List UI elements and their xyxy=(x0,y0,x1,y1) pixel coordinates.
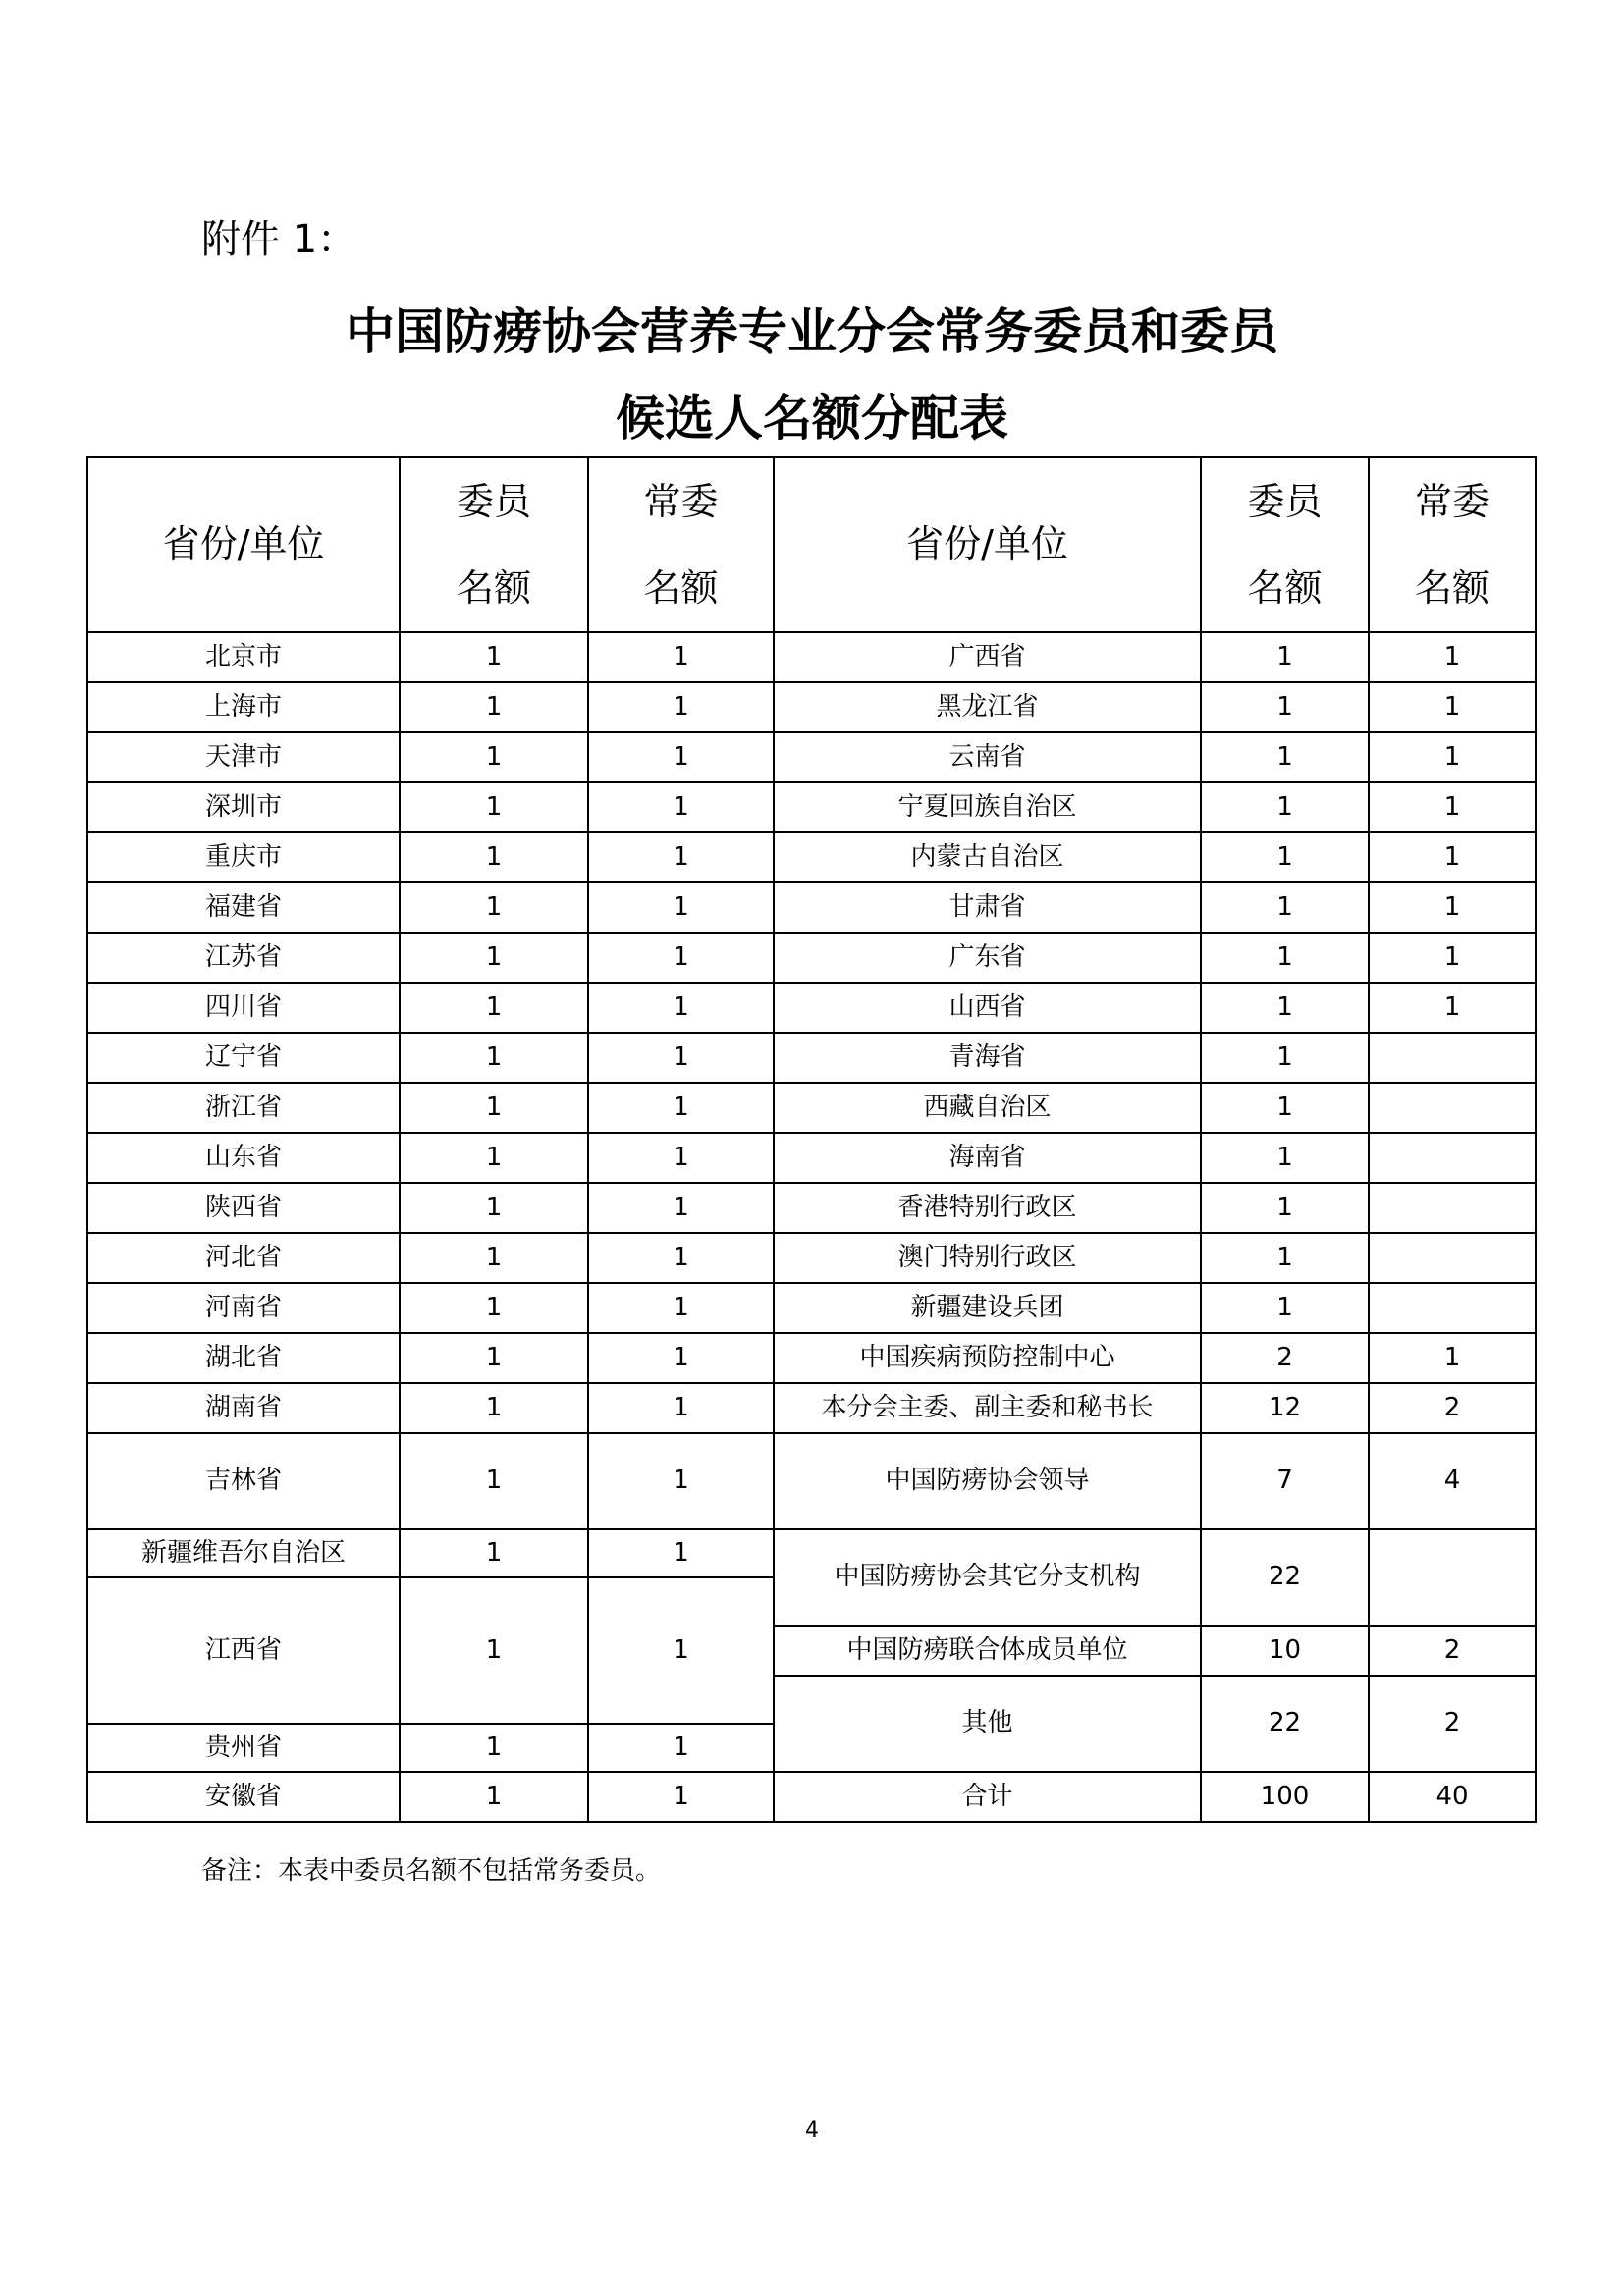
right-member-quota-cell: 1 xyxy=(1201,1183,1369,1233)
quota-table xyxy=(86,456,1537,1823)
right-standing-quota-cell: 1 xyxy=(1369,832,1536,882)
table-row xyxy=(87,832,1536,882)
left-standing-quota-cell: 1 xyxy=(588,1577,774,1724)
left-member-quota-cell: 1 xyxy=(400,1433,588,1529)
header-standing-quota-right xyxy=(1369,457,1536,632)
right-standing-quota-cell xyxy=(1369,1529,1536,1626)
left-unit-cell: 福建省 xyxy=(87,882,400,933)
right-unit-cell: 中国防痨协会其它分支机构 xyxy=(774,1529,1201,1626)
right-unit-cell: 黑龙江省 xyxy=(774,682,1201,732)
left-standing-quota-cell: 1 xyxy=(588,983,774,1033)
left-unit-cell: 吉林省 xyxy=(87,1433,400,1529)
table-row xyxy=(87,732,1536,782)
table-row xyxy=(87,882,1536,933)
left-standing-quota-cell: 1 xyxy=(588,933,774,983)
left-unit-cell: 山东省 xyxy=(87,1133,400,1183)
left-unit-cell: 新疆维吾尔自治区 xyxy=(87,1529,400,1577)
left-member-quota-cell: 1 xyxy=(400,632,588,682)
right-standing-quota-cell: 2 xyxy=(1369,1383,1536,1433)
left-member-quota-cell: 1 xyxy=(400,933,588,983)
page-number: 4 xyxy=(805,2118,819,2143)
right-member-quota-cell: 1 xyxy=(1201,882,1369,933)
right-member-quota-cell: 10 xyxy=(1201,1626,1369,1676)
right-unit-cell: 山西省 xyxy=(774,983,1201,1033)
right-unit-cell: 其他 xyxy=(774,1676,1201,1772)
right-unit-cell: 新疆建设兵团 xyxy=(774,1283,1201,1333)
right-unit-cell: 宁夏回族自治区 xyxy=(774,782,1201,832)
left-unit-cell: 北京市 xyxy=(87,632,400,682)
right-standing-quota-cell: 1 xyxy=(1369,782,1536,832)
right-unit-cell: 广西省 xyxy=(774,632,1201,682)
right-unit-cell: 甘肃省 xyxy=(774,882,1201,933)
left-unit-cell: 辽宁省 xyxy=(87,1033,400,1083)
header-member-line2: 名额 xyxy=(456,566,531,610)
table-row xyxy=(87,1433,1536,1529)
left-member-quota-cell: 1 xyxy=(400,832,588,882)
table-note: 备注：本表中委员名额不包括常务委员。 xyxy=(201,1856,662,1886)
right-unit-cell: 广东省 xyxy=(774,933,1201,983)
header-member-quota-right xyxy=(1201,457,1369,632)
table-row xyxy=(87,1529,1536,1577)
right-unit-cell: 澳门特别行政区 xyxy=(774,1233,1201,1283)
right-member-quota-cell: 1 xyxy=(1201,1083,1369,1133)
left-unit-cell: 四川省 xyxy=(87,983,400,1033)
right-standing-quota-cell xyxy=(1369,1133,1536,1183)
left-standing-quota-cell: 1 xyxy=(588,732,774,782)
left-member-quota-cell: 1 xyxy=(400,782,588,832)
header-unit-left: 省份/单位 xyxy=(87,457,400,632)
header-member-line1: 委员 xyxy=(456,480,531,523)
table-row xyxy=(87,1083,1536,1133)
table-row xyxy=(87,1133,1536,1183)
right-unit-cell: 本分会主委、副主委和秘书长 xyxy=(774,1383,1201,1433)
right-member-quota-cell: 1 xyxy=(1201,782,1369,832)
table-row xyxy=(87,632,1536,682)
left-member-quota-cell: 1 xyxy=(400,1577,588,1724)
header-unit-right: 省份/单位 xyxy=(774,457,1201,632)
left-unit-cell: 重庆市 xyxy=(87,832,400,882)
left-standing-quota-cell: 1 xyxy=(588,782,774,832)
left-standing-quota-cell: 1 xyxy=(588,682,774,732)
left-standing-quota-cell: 1 xyxy=(588,1283,774,1333)
right-unit-cell: 合计 xyxy=(774,1772,1201,1822)
left-member-quota-cell: 1 xyxy=(400,1529,588,1577)
left-standing-quota-cell: 1 xyxy=(588,832,774,882)
table-row xyxy=(87,933,1536,983)
right-member-quota-cell: 1 xyxy=(1201,682,1369,732)
left-unit-cell: 上海市 xyxy=(87,682,400,732)
left-unit-cell: 江西省 xyxy=(87,1577,400,1724)
left-standing-quota-cell: 1 xyxy=(588,1433,774,1529)
table-row xyxy=(87,1033,1536,1083)
table-row xyxy=(87,1183,1536,1233)
right-unit-cell: 中国防痨联合体成员单位 xyxy=(774,1626,1201,1676)
header-standing-line1: 常委 xyxy=(1414,480,1489,523)
right-standing-quota-cell: 2 xyxy=(1369,1676,1536,1772)
table-row xyxy=(87,1333,1536,1383)
table-row xyxy=(87,1283,1536,1333)
left-standing-quota-cell: 1 xyxy=(588,1083,774,1133)
left-unit-cell: 浙江省 xyxy=(87,1083,400,1133)
right-unit-cell: 海南省 xyxy=(774,1133,1201,1183)
table-row xyxy=(87,1383,1536,1433)
left-standing-quota-cell: 1 xyxy=(588,1183,774,1233)
right-standing-quota-cell xyxy=(1369,1083,1536,1133)
left-unit-cell: 湖北省 xyxy=(87,1333,400,1383)
left-member-quota-cell: 1 xyxy=(400,1283,588,1333)
right-standing-quota-cell: 1 xyxy=(1369,682,1536,732)
left-standing-quota-cell: 1 xyxy=(588,1233,774,1283)
document-title-line1: 中国防痨协会营养专业分会常务委员和委员 xyxy=(346,302,1278,360)
right-standing-quota-cell xyxy=(1369,1183,1536,1233)
right-unit-cell: 云南省 xyxy=(774,732,1201,782)
left-member-quota-cell: 1 xyxy=(400,1083,588,1133)
right-standing-quota-cell: 1 xyxy=(1369,632,1536,682)
left-member-quota-cell: 1 xyxy=(400,1033,588,1083)
right-standing-quota-cell xyxy=(1369,1233,1536,1283)
right-member-quota-cell: 22 xyxy=(1201,1529,1369,1626)
left-standing-quota-cell: 1 xyxy=(588,1333,774,1383)
right-unit-cell: 中国疾病预防控制中心 xyxy=(774,1333,1201,1383)
right-standing-quota-cell xyxy=(1369,1283,1536,1333)
attachment-label: 附件 1： xyxy=(201,217,357,262)
left-unit-cell: 贵州省 xyxy=(87,1724,400,1772)
header-member-line2: 名额 xyxy=(1247,566,1323,610)
left-standing-quota-cell: 1 xyxy=(588,632,774,682)
right-member-quota-cell: 1 xyxy=(1201,983,1369,1033)
left-member-quota-cell: 1 xyxy=(400,1133,588,1183)
right-member-quota-cell: 1 xyxy=(1201,933,1369,983)
header-standing-quota-left xyxy=(588,457,774,632)
right-standing-quota-cell: 4 xyxy=(1369,1433,1536,1529)
header-member-quota-left xyxy=(400,457,588,632)
header-member-line1: 委员 xyxy=(1247,480,1323,523)
header-standing-line2: 名额 xyxy=(1414,566,1489,610)
left-member-quota-cell: 1 xyxy=(400,1383,588,1433)
left-standing-quota-cell: 1 xyxy=(588,1772,774,1822)
right-member-quota-cell: 1 xyxy=(1201,1233,1369,1283)
right-standing-quota-cell: 40 xyxy=(1369,1772,1536,1822)
right-standing-quota-cell: 1 xyxy=(1369,933,1536,983)
right-member-quota-cell: 1 xyxy=(1201,1033,1369,1083)
left-member-quota-cell: 1 xyxy=(400,682,588,732)
right-unit-cell: 内蒙古自治区 xyxy=(774,832,1201,882)
right-member-quota-cell: 1 xyxy=(1201,732,1369,782)
left-unit-cell: 江苏省 xyxy=(87,933,400,983)
table-row xyxy=(87,782,1536,832)
header-standing-line1: 常委 xyxy=(643,480,719,523)
header-standing-line2: 名额 xyxy=(643,566,719,610)
left-standing-quota-cell: 1 xyxy=(588,1383,774,1433)
right-member-quota-cell: 1 xyxy=(1201,832,1369,882)
right-member-quota-cell: 7 xyxy=(1201,1433,1369,1529)
table-row xyxy=(87,682,1536,732)
left-unit-cell: 安徽省 xyxy=(87,1772,400,1822)
left-standing-quota-cell: 1 xyxy=(588,1724,774,1772)
right-unit-cell: 青海省 xyxy=(774,1033,1201,1083)
right-standing-quota-cell: 1 xyxy=(1369,882,1536,933)
left-member-quota-cell: 1 xyxy=(400,732,588,782)
right-member-quota-cell: 2 xyxy=(1201,1333,1369,1383)
document-title-line2: 候选人名额分配表 xyxy=(616,389,1008,447)
left-standing-quota-cell: 1 xyxy=(588,882,774,933)
right-standing-quota-cell xyxy=(1369,1033,1536,1083)
left-member-quota-cell: 1 xyxy=(400,1772,588,1822)
right-unit-cell: 中国防痨协会领导 xyxy=(774,1433,1201,1529)
right-standing-quota-cell: 1 xyxy=(1369,983,1536,1033)
right-standing-quota-cell: 1 xyxy=(1369,1333,1536,1383)
left-standing-quota-cell: 1 xyxy=(588,1133,774,1183)
right-member-quota-cell: 22 xyxy=(1201,1676,1369,1772)
right-member-quota-cell: 100 xyxy=(1201,1772,1369,1822)
right-standing-quota-cell: 2 xyxy=(1369,1626,1536,1676)
left-member-quota-cell: 1 xyxy=(400,1183,588,1233)
table-row xyxy=(87,1772,1536,1822)
left-member-quota-cell: 1 xyxy=(400,1233,588,1283)
left-unit-cell: 深圳市 xyxy=(87,782,400,832)
left-member-quota-cell: 1 xyxy=(400,983,588,1033)
table-row xyxy=(87,1233,1536,1283)
right-member-quota-cell: 12 xyxy=(1201,1383,1369,1433)
left-member-quota-cell: 1 xyxy=(400,1724,588,1772)
left-member-quota-cell: 1 xyxy=(400,1333,588,1383)
right-member-quota-cell: 1 xyxy=(1201,632,1369,682)
table-row xyxy=(87,983,1536,1033)
right-unit-cell: 西藏自治区 xyxy=(774,1083,1201,1133)
right-member-quota-cell: 1 xyxy=(1201,1133,1369,1183)
left-unit-cell: 天津市 xyxy=(87,732,400,782)
left-standing-quota-cell: 1 xyxy=(588,1529,774,1577)
left-unit-cell: 河北省 xyxy=(87,1233,400,1283)
left-unit-cell: 陕西省 xyxy=(87,1183,400,1233)
right-member-quota-cell: 1 xyxy=(1201,1283,1369,1333)
left-member-quota-cell: 1 xyxy=(400,882,588,933)
left-unit-cell: 湖南省 xyxy=(87,1383,400,1433)
table-header-row xyxy=(87,457,1536,632)
right-unit-cell: 香港特别行政区 xyxy=(774,1183,1201,1233)
left-unit-cell: 河南省 xyxy=(87,1283,400,1333)
left-standing-quota-cell: 1 xyxy=(588,1033,774,1083)
right-standing-quota-cell: 1 xyxy=(1369,732,1536,782)
